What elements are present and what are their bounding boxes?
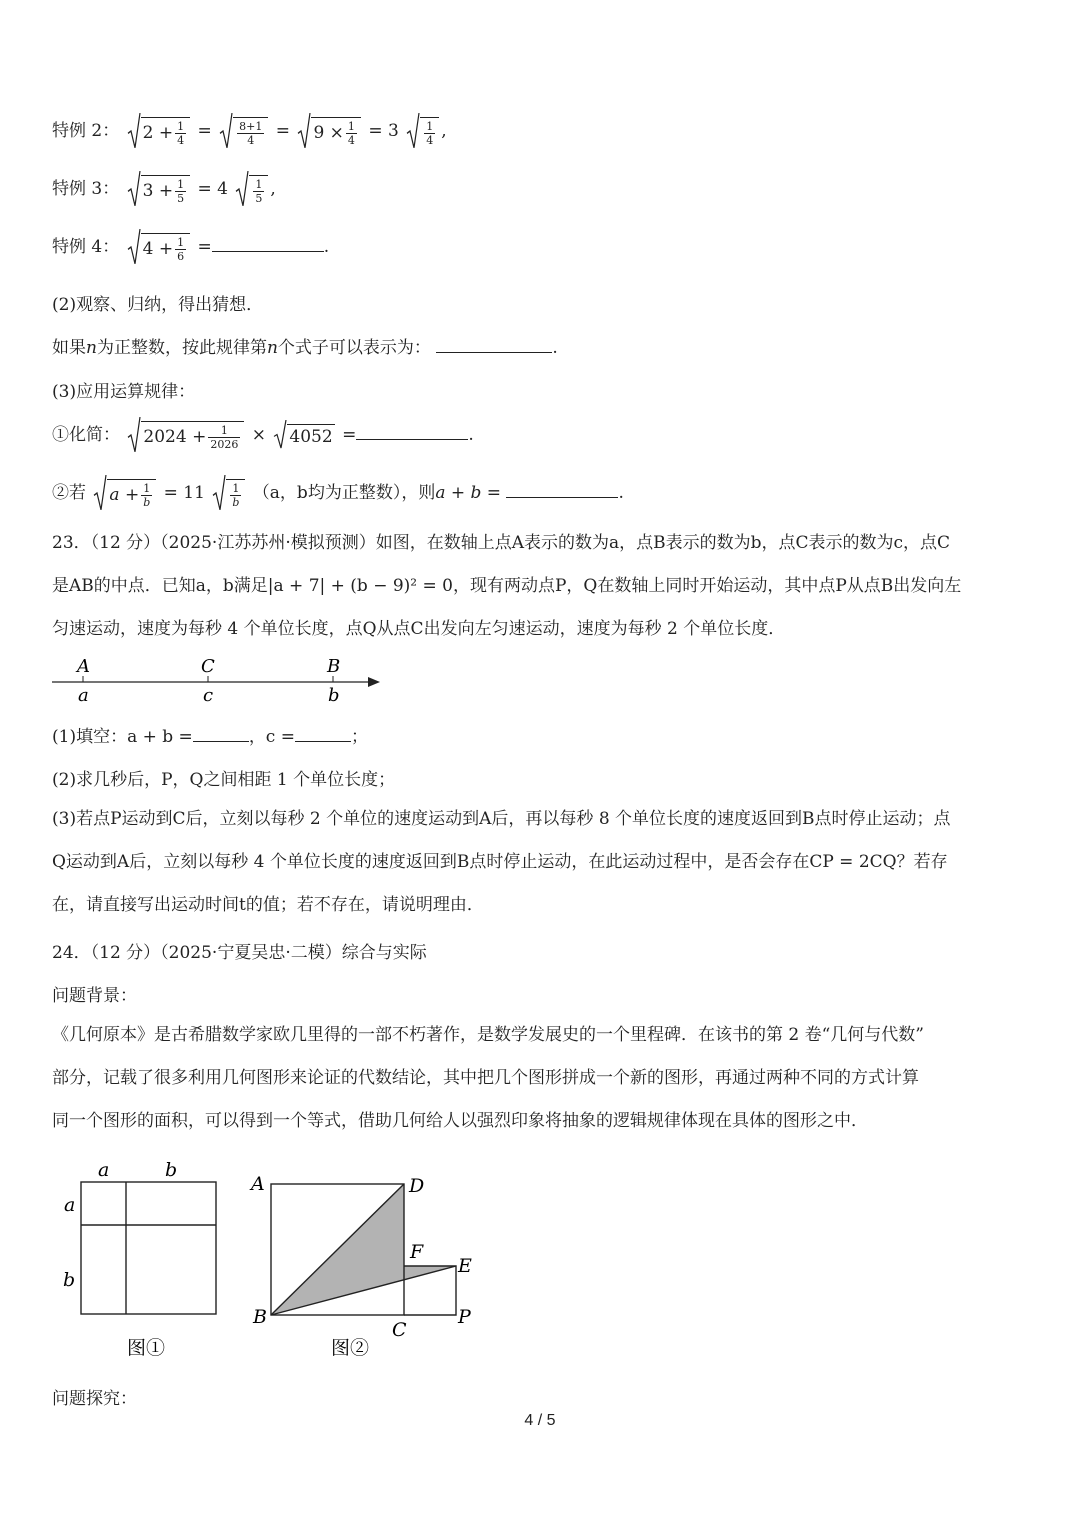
answer-blank[interactable] bbox=[356, 438, 468, 440]
example-2: 特例 2： 2 + $\frac{1}{4}$ = $\frac{8+1}{4}$ = 9 × $\frac{1}{4}$ = 3 $\frac{1}{4}$ , bbox=[52, 116, 447, 147]
value-label-b: b bbox=[328, 685, 340, 706]
point-label-B: B bbox=[327, 656, 341, 677]
fig2-label-P: P bbox=[458, 1306, 471, 1328]
q3-item-1: ①化简： 2024 + $\frac{1}{2026}$ × 4052 = . bbox=[52, 420, 474, 451]
p23-sub-3: (3)若点P运动到C后，立刻以每秒 2 个单位的速度运动到A后，再以每秒 8 个单位长度的速度返回到B点时停止运动；点 Q运动到A后，立刻以每秒 4 个单位长度的速度返回到B点时停止运动，在此运动过程中，是否会存在CP = 2CQ？若存 在，请直接写出运动时间t的值；若不存在，请说明理由． bbox=[52, 809, 951, 915]
sqrt-2: $\frac{8+1}{4}$ bbox=[219, 117, 268, 147]
fig2-label-C: C bbox=[392, 1319, 407, 1341]
fig1-label-a-left: a bbox=[64, 1194, 76, 1216]
figure-1 bbox=[55, 1155, 230, 1365]
problem-23-header: 23．（12 分）（2025·江苏苏州·模拟预测）如图，在数轴上点A表示的数为a，点B表示的数为b，点C表示的数为c，点C bbox=[52, 533, 951, 553]
point-label-C: C bbox=[201, 656, 215, 677]
sqrt-4: $\frac{1}{4}$ bbox=[406, 117, 439, 147]
answer-blank[interactable] bbox=[436, 351, 552, 353]
q3-item-2: ②若 a + $\frac{1}{b}$ = 11 $\frac{1}{b}$ （a，b均为正整数），则a + b = . bbox=[52, 478, 624, 509]
fig1-label-b-left: b bbox=[63, 1269, 76, 1291]
q3-title: (3)应用运算规律： bbox=[52, 382, 196, 402]
answer-blank[interactable] bbox=[506, 496, 618, 498]
answer-blank[interactable] bbox=[212, 250, 324, 252]
explore-title: 问题探究： bbox=[52, 1389, 137, 1409]
answer-blank[interactable] bbox=[193, 740, 249, 742]
shaded-region bbox=[271, 1184, 456, 1315]
q2-title: (2)观察、归纳，得出猜想． bbox=[52, 295, 264, 315]
sqrt-11: $\frac{1}{b}$ bbox=[212, 479, 245, 509]
background-text: 《几何原本》是古希腊数学家欧几里得的一部不朽著作，是数学发展史的一个里程碑．在该书的第 2 卷“几何与代数” 部分，记载了很多利用几何图形来论证的代数结论，其中把几个图形拼成一个新的图形，再通过两种不同的方式计算 同一个图形的面积，可以得到一个等式，借助几何给人以强烈印象将抽象的逻辑规律体现在具体的图形之中． bbox=[52, 1025, 925, 1131]
fig1-label-a-top: a bbox=[98, 1159, 110, 1181]
fig1-label-b-top: b bbox=[165, 1159, 178, 1181]
sqrt-10: a + $\frac{1}{b}$ bbox=[93, 479, 156, 509]
problem-24-header: 24．（12 分）（2025·宁夏吴忠·二模）综合与实际 bbox=[52, 943, 427, 963]
sqrt-9: 4052 bbox=[273, 424, 334, 447]
figure-2 bbox=[245, 1165, 485, 1365]
q2-text: 如果n为正整数，按此规律第n个式子可以表示为： . bbox=[52, 338, 558, 358]
value-label-a: a bbox=[78, 685, 89, 706]
sqrt-6: $\frac{1}{5}$ bbox=[235, 175, 268, 205]
point-label-A: A bbox=[77, 656, 90, 677]
fig2-label-D: D bbox=[409, 1175, 425, 1197]
example-3: 特例 3： 3 + $\frac{1}{5}$ = 4 $\frac{1}{5}$ , bbox=[52, 174, 276, 205]
answer-blank[interactable] bbox=[295, 740, 351, 742]
page-number: 4 / 5 bbox=[524, 1412, 556, 1429]
fig2-label-B: B bbox=[253, 1306, 267, 1328]
fraction: $\frac{1}{4}$ bbox=[177, 119, 185, 147]
example-2-label: 特例 2： bbox=[52, 121, 120, 141]
problem-23: 23．（12 分）（2025·江苏苏州·模拟预测）如图，在数轴上点A表示的数为a，点B表示的数为b，点C表示的数为c，点C 是AB的中点．已知a，b满足|a + 7| + (b − 9)² = 0，现有两动点P，Q在数轴上同时开始运动，其中点P从点B出发向左 匀速运动，速度为每秒 4 个单位长度，点Q从点C出发向左匀速运动，速度为每秒 2 个单位长度． bbox=[52, 522, 1028, 651]
value-label-c: c bbox=[203, 685, 214, 706]
sqrt-8: 2024 + $\frac{1}{2026}$ bbox=[127, 421, 244, 451]
fig2-label-A: A bbox=[251, 1173, 265, 1195]
example-4: 特例 4： 4 + $\frac{1}{6}$ = . bbox=[52, 232, 329, 263]
p23-sub-1: (1)填空：a + b = ，c = ； bbox=[52, 727, 368, 747]
sqrt-7: 4 + $\frac{1}{6}$ bbox=[127, 233, 190, 263]
sqrt-1: 2 + $\frac{1}{4}$ bbox=[127, 117, 190, 147]
fig2-label-E: E bbox=[458, 1255, 472, 1277]
number-line bbox=[50, 652, 390, 708]
fig2-label-F: F bbox=[410, 1241, 424, 1263]
p23-sub-2: (2)求几秒后，P，Q之间相距 1 个单位长度； bbox=[52, 770, 396, 790]
background-title: 问题背景： bbox=[52, 986, 137, 1006]
figure-1-caption: 图① bbox=[127, 1337, 166, 1359]
figure-2-caption: 图② bbox=[331, 1337, 370, 1359]
sqrt-3: 9 × $\frac{1}{4}$ bbox=[297, 117, 360, 147]
sqrt-5: 3 + $\frac{1}{5}$ bbox=[127, 175, 190, 205]
